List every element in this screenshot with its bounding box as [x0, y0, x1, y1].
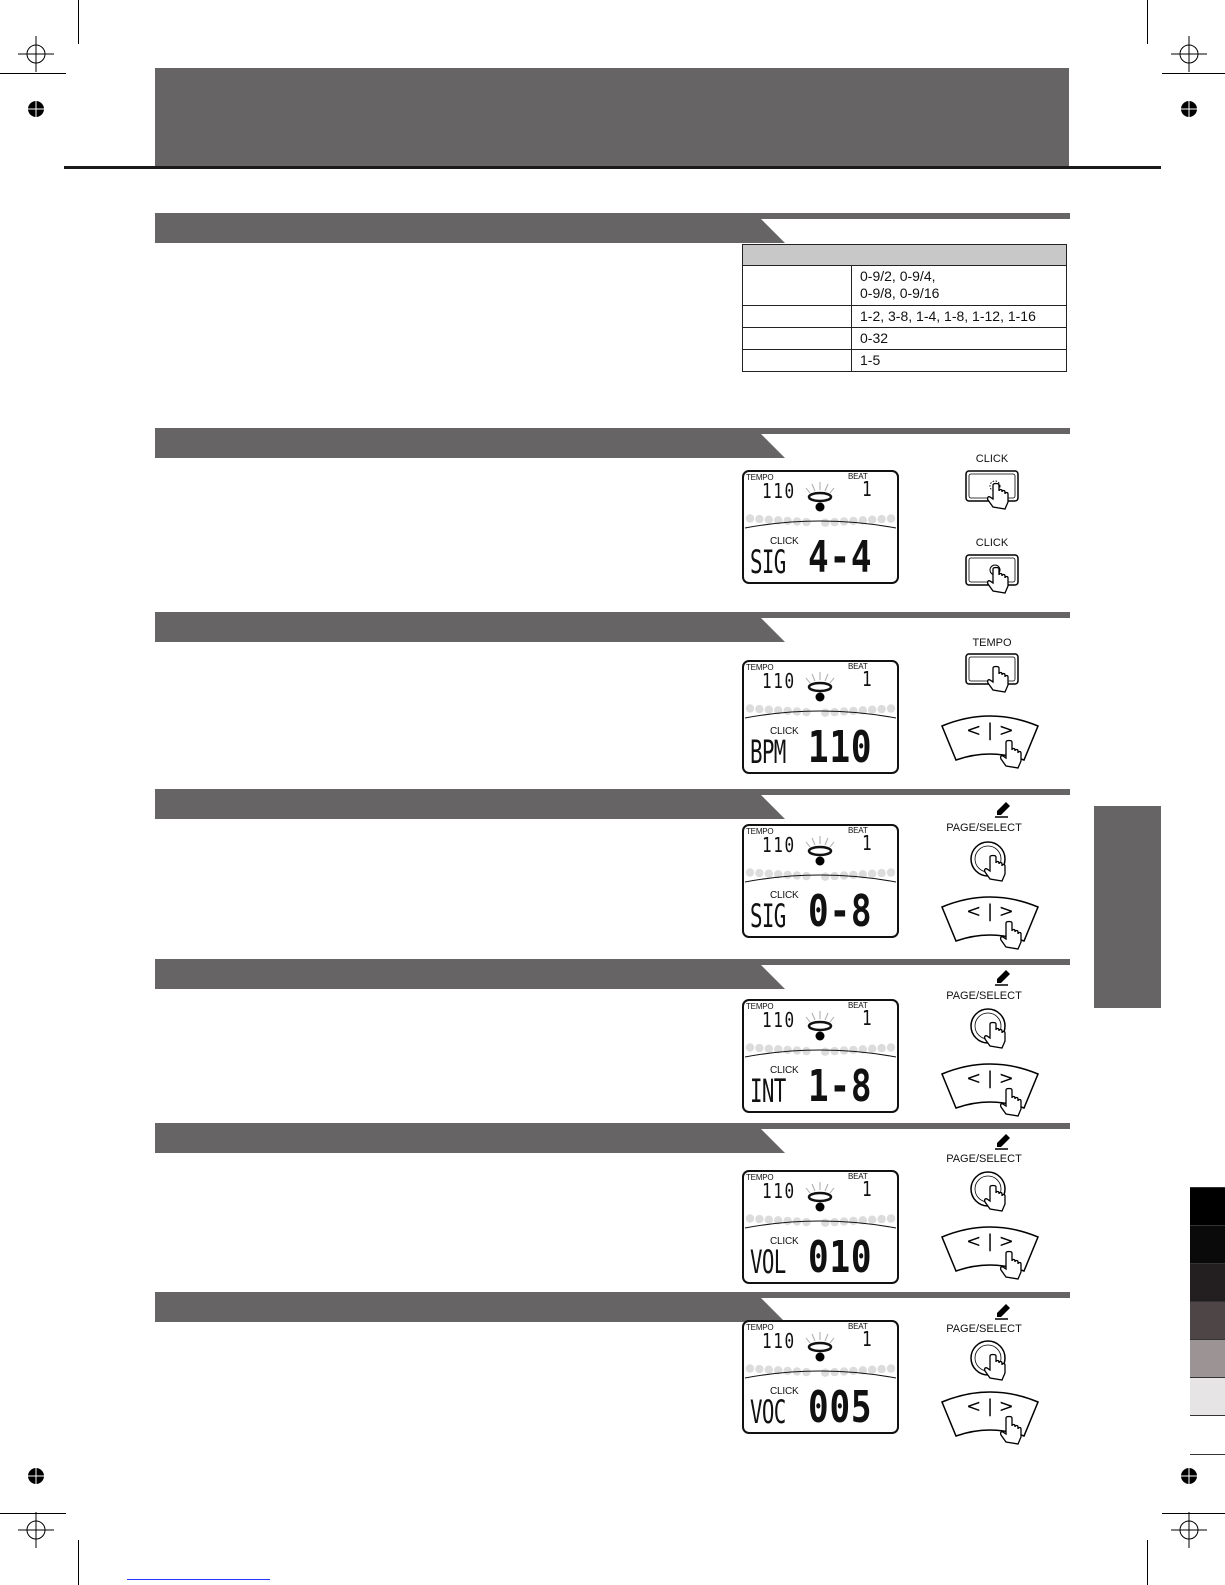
dial-icon[interactable] — [940, 1388, 1040, 1454]
tempo-label: TEMPO — [746, 1002, 774, 1011]
tempo-value: 110 — [762, 1008, 796, 1032]
dial-icon[interactable] — [940, 1060, 1040, 1126]
beat-value: 1 — [862, 831, 874, 855]
page-select-label: PAGE/SELECT — [946, 1153, 1022, 1165]
color-swatch — [1190, 1377, 1225, 1416]
dial-icon[interactable] — [940, 893, 1040, 959]
color-swatch — [1190, 1339, 1225, 1378]
lcd-display — [742, 824, 899, 938]
parameter-range-table — [742, 244, 1067, 372]
tempo-value: 110 — [762, 1179, 796, 1203]
click-label: CLICK — [770, 1386, 799, 1397]
beat-label: BEAT — [848, 1322, 868, 1331]
section-bar — [155, 1290, 1070, 1322]
bottom-link-underline — [127, 1579, 270, 1580]
svg-text:< | >: < | > — [966, 901, 1014, 922]
color-swatch — [1190, 1301, 1225, 1340]
table-row — [743, 266, 1067, 306]
click-label: CLICK — [770, 1065, 799, 1076]
tempo-button[interactable] — [963, 652, 1023, 702]
edit-pen-icon — [994, 1133, 1012, 1151]
click-button-label: CLICK — [975, 537, 1009, 549]
section-bar — [155, 787, 1070, 819]
registration-dot-icon — [27, 1467, 45, 1485]
table-row — [743, 328, 1067, 350]
mode-readout: INT — [750, 1072, 786, 1110]
beat-label: BEAT — [848, 1172, 868, 1181]
registration-target-icon — [1171, 1512, 1207, 1548]
click-label: CLICK — [770, 726, 799, 737]
registration-dot-icon — [1180, 1467, 1198, 1485]
tempo-value: 110 — [762, 479, 796, 503]
page-select-button[interactable] — [964, 1169, 1024, 1223]
registration-dot-icon — [27, 100, 45, 118]
page-select-button[interactable] — [964, 839, 1024, 893]
table-cell: 1-2, 3-8, 1-4, 1-8, 1-12, 1-16 — [852, 306, 1067, 328]
chapter-side-tab — [1094, 806, 1161, 1008]
registration-target-icon — [1171, 36, 1207, 72]
svg-text:< | >: < | > — [966, 720, 1014, 741]
section-bar — [155, 957, 1070, 989]
click-button-label: CLICK — [975, 453, 1009, 465]
table-header-row — [743, 245, 1067, 266]
mode-readout: SIG — [750, 543, 786, 581]
lcd-display — [742, 1170, 899, 1284]
edit-pen-icon — [994, 801, 1012, 819]
beat-value: 1 — [862, 1006, 874, 1030]
table-cell: 0-32 — [852, 328, 1067, 350]
color-swatch — [1190, 1187, 1225, 1226]
mode-readout: SIG — [750, 897, 786, 935]
click-button-pressed[interactable] — [963, 469, 1023, 515]
value-readout: 1-8 — [808, 1061, 873, 1112]
tempo-value: 110 — [762, 833, 796, 857]
table-cell — [852, 266, 1067, 306]
tempo-value: 110 — [762, 669, 796, 693]
color-swatch — [1190, 1415, 1225, 1455]
lcd-display — [742, 470, 899, 584]
table-cell — [743, 266, 852, 306]
mode-readout: BPM — [750, 733, 786, 771]
mode-readout: VOL — [750, 1243, 786, 1281]
cell-value: 0-9/8, 0-9/16 — [860, 285, 940, 301]
value-readout: 4-4 — [808, 532, 873, 583]
dial-icon[interactable] — [940, 712, 1040, 778]
table-cell — [743, 350, 852, 372]
click-label: CLICK — [770, 536, 799, 547]
tempo-label: TEMPO — [746, 1173, 774, 1182]
table-row — [743, 306, 1067, 328]
crop-mark — [1147, 1540, 1148, 1585]
tempo-button-label: TEMPO — [972, 637, 1012, 649]
click-label: CLICK — [770, 890, 799, 901]
svg-text:< | >: < | > — [966, 1068, 1014, 1089]
dial-icon[interactable] — [940, 1223, 1040, 1289]
crop-mark — [0, 73, 66, 74]
lcd-display — [742, 660, 899, 774]
tempo-label: TEMPO — [746, 663, 774, 672]
beat-label: BEAT — [848, 662, 868, 671]
cell-value: 0-9/2, 0-9/4, — [860, 268, 936, 284]
color-swatch — [1190, 1225, 1225, 1264]
value-readout: 005 — [808, 1382, 873, 1433]
beat-label: BEAT — [848, 1001, 868, 1010]
tempo-label: TEMPO — [746, 827, 774, 836]
beat-label: BEAT — [848, 826, 868, 835]
crop-mark — [1162, 73, 1225, 74]
crop-mark — [78, 0, 79, 44]
header-rule — [64, 166, 1161, 169]
svg-text:< | >: < | > — [966, 1231, 1014, 1252]
section-bar — [155, 1121, 1070, 1153]
table-row — [743, 350, 1067, 372]
table-cell — [743, 306, 852, 328]
beat-value: 1 — [862, 667, 874, 691]
crop-mark — [78, 1540, 79, 1585]
tempo-value: 110 — [762, 1329, 796, 1353]
tempo-label: TEMPO — [746, 473, 774, 482]
section-bar — [155, 211, 1070, 243]
page-header-band — [155, 68, 1069, 168]
click-label: CLICK — [770, 1236, 799, 1247]
table-cell: 1-5 — [852, 350, 1067, 372]
beat-label: BEAT — [848, 472, 868, 481]
value-readout: 110 — [808, 722, 873, 773]
registration-target-icon — [18, 36, 54, 72]
svg-text:< | >: < | > — [966, 1396, 1014, 1417]
edit-pen-icon — [994, 1303, 1012, 1321]
crop-mark — [1147, 0, 1148, 44]
click-button[interactable] — [963, 553, 1023, 599]
lcd-display — [742, 999, 899, 1113]
table-cell — [743, 328, 852, 350]
beat-value: 1 — [862, 477, 874, 501]
page-select-button[interactable] — [964, 1338, 1024, 1392]
mode-readout: VOC — [750, 1393, 786, 1431]
registration-dot-icon — [1180, 100, 1198, 118]
page-select-label: PAGE/SELECT — [946, 822, 1022, 834]
color-swatch — [1190, 1263, 1225, 1302]
beat-value: 1 — [862, 1177, 874, 1201]
value-readout: 010 — [808, 1232, 873, 1283]
page-select-label: PAGE/SELECT — [946, 990, 1022, 1002]
value-readout: 0-8 — [808, 886, 873, 937]
page-select-label: PAGE/SELECT — [946, 1323, 1022, 1335]
tempo-label: TEMPO — [746, 1323, 774, 1332]
registration-target-icon — [18, 1512, 54, 1548]
lcd-display — [742, 1320, 899, 1434]
beat-value: 1 — [862, 1327, 874, 1351]
page-select-button[interactable] — [964, 1006, 1024, 1060]
edit-pen-icon — [994, 969, 1012, 987]
